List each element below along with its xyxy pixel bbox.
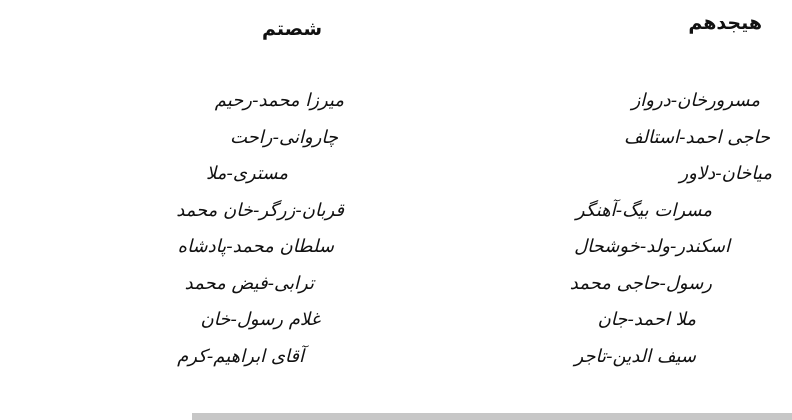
name-list-left <box>24 86 344 378</box>
list-item: مسرات بیگ-آهنگر <box>575 199 712 221</box>
bottom-scroll-bar[interactable] <box>192 413 792 420</box>
name-list-right <box>416 86 776 378</box>
list-item: آقای ابراهیم-کرم <box>177 345 304 367</box>
list-item: میاخان-دلاور <box>679 163 772 184</box>
list-item: مسرورخان-درواز <box>631 90 760 111</box>
list-item: سیف الدین-تاجر <box>574 345 696 367</box>
list-item: مستری-ملا <box>205 163 288 184</box>
list-item: ترابی-فیض محمد <box>184 272 314 294</box>
list-item: میرزا محمد-رحیم <box>214 90 344 111</box>
list-item: غلام رسول-خان <box>200 309 320 330</box>
list-item: ملا احمد-جان <box>597 309 696 330</box>
list-item: سلطان محمد-پادشاه <box>177 236 334 257</box>
list-item: رسول-حاجی محمد <box>569 272 712 294</box>
list-item: حاجی احمد-استالف <box>623 126 770 148</box>
section-heading-left: شصتم <box>262 18 323 40</box>
list-item: قربان-زرگر-خان محمد <box>176 199 344 221</box>
list-item: اسکندر-ولد-خوشحال <box>574 236 730 257</box>
list-item: چاروانی-راحت <box>230 126 338 148</box>
section-heading-right: هیجدهم <box>688 12 762 34</box>
